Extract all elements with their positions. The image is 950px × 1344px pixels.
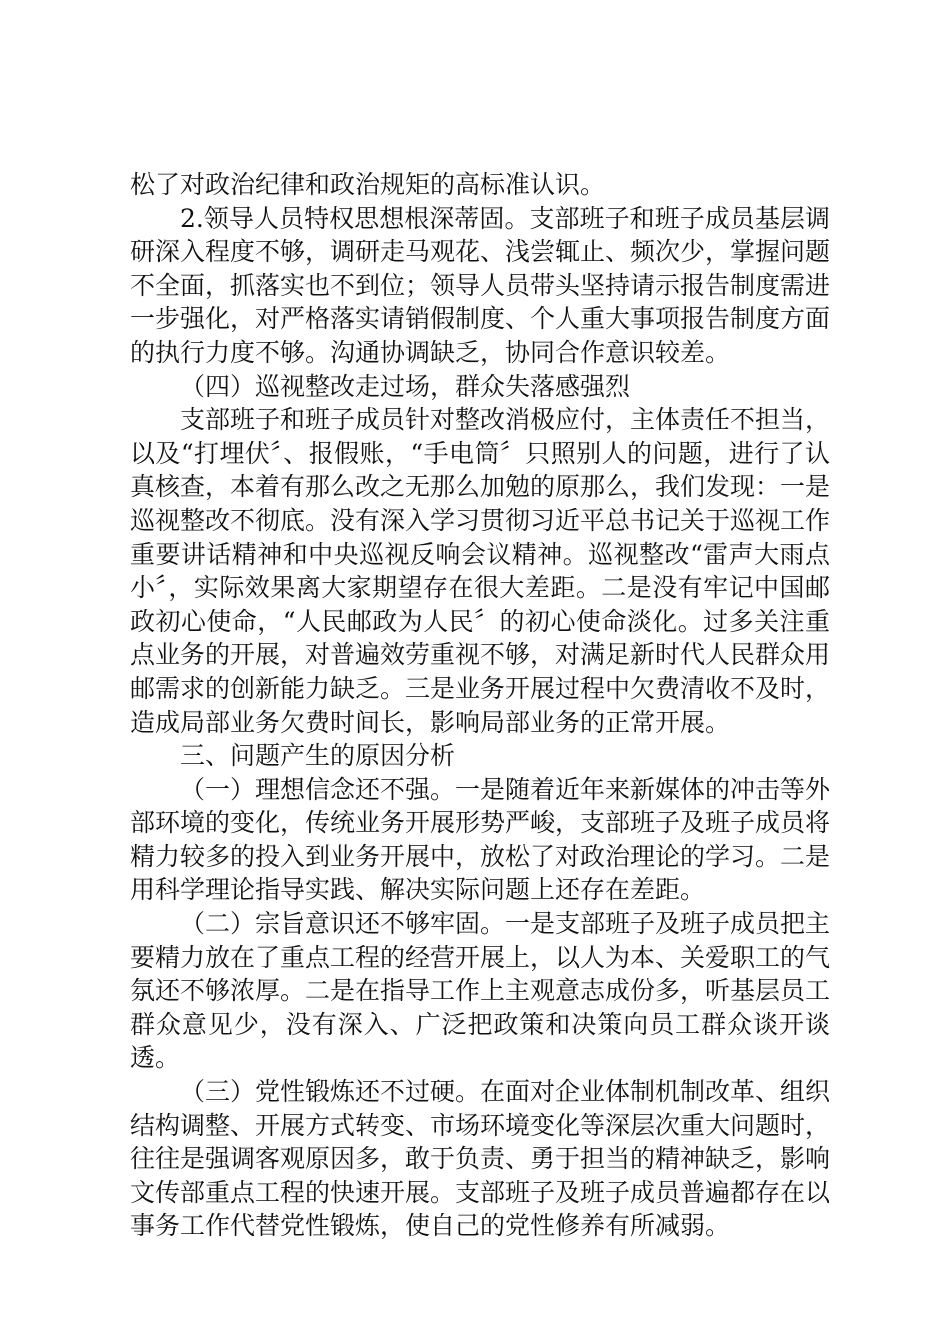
document-body (130, 168, 830, 1243)
paragraph-inspection-rectification: 支部班子和班子成员针对整改消极应付，主体责任不担当，以及“打埋伏〞、报假账，“手电筒〞只照别人的问题，进行了认真核查，本着有那么改之无那么加勉的原那么，我们发现：一是巡视整改不彻底。没有深入学习贯彻习近平总书记关于巡视工作重要讲话精神和中央巡视反响会议精神。巡视整改“雷声大雨点小〞，实际效果离大家期望存在很大差距。二是没有牢记中国邮政初心使命，“人民邮政为人民〞的初心使命淡化。过多关注重点业务的开展，对普遍效劳重视不够，对满足新时代人民群众用邮需求的创新能力缺乏。三是业务开展过程中欠费清收不及时，造成局部业务欠费时间长，影响局部业务的正常开展。 (130, 405, 831, 737)
paragraph-ideals-beliefs: （一）理想信念还不强。一是随着近年来新媒体的冲击等外部环境的变化，传统业务开展形势严峻，支部班子及班子成员将精力较多的投入到业务开展中，放松了对政治理论的学习。二是用科学理论指导实践、解决实际问题上还存在差距。 (130, 774, 831, 905)
paragraph-leader-privilege: 2.领导人员特权思想根深蒂固。支部班子和班子成员基层调研深入程度不够，调研走马观花、浅尝辄止、频次少，掌握问题不全面，抓落实也不到位；领导人员带头坚持请示报告制度需进一步强化，对严格落实请销假制度、个人重大事项报告制度方面的执行力度不够。沟通协调缺乏，协同合作意识较差。 (130, 203, 831, 367)
paragraph-continued: 松了对政治纪律和政治规矩的高标准认识。 (130, 170, 606, 199)
paragraph-purpose-awareness: （二）宗旨意识还不够牢固。一是支部班子及班子成员把主要精力放在了重点工程的经营开展上，以人为本、关爱职工的气氛还不够浓厚。二是在指导工作上主观意志成份多，听基层员工群众意见少，没有深入、广泛把政策和决策向员工群众谈开谈透。 (130, 909, 831, 1073)
section-heading-cause-analysis: 三、问题产生的原因分析 (180, 741, 456, 771)
paragraph-party-spirit: （三）党性锻炼还不过硬。在面对企业体制机制改革、组织结构调整、开展方式转变、市场环境变化等深层次重大问题时，往往是强调客观原因多，敢于负责、勇于担当的精神缺乏，影响文传部重点工程的快速开展。支部班子及班子成员普遍都存在以事务工作代替党性锻炼，使自己的党性修养有所减弱。 (130, 1077, 831, 1241)
section-heading-inspection: （四）巡视整改走过场，群众失落感强烈 (180, 371, 631, 401)
